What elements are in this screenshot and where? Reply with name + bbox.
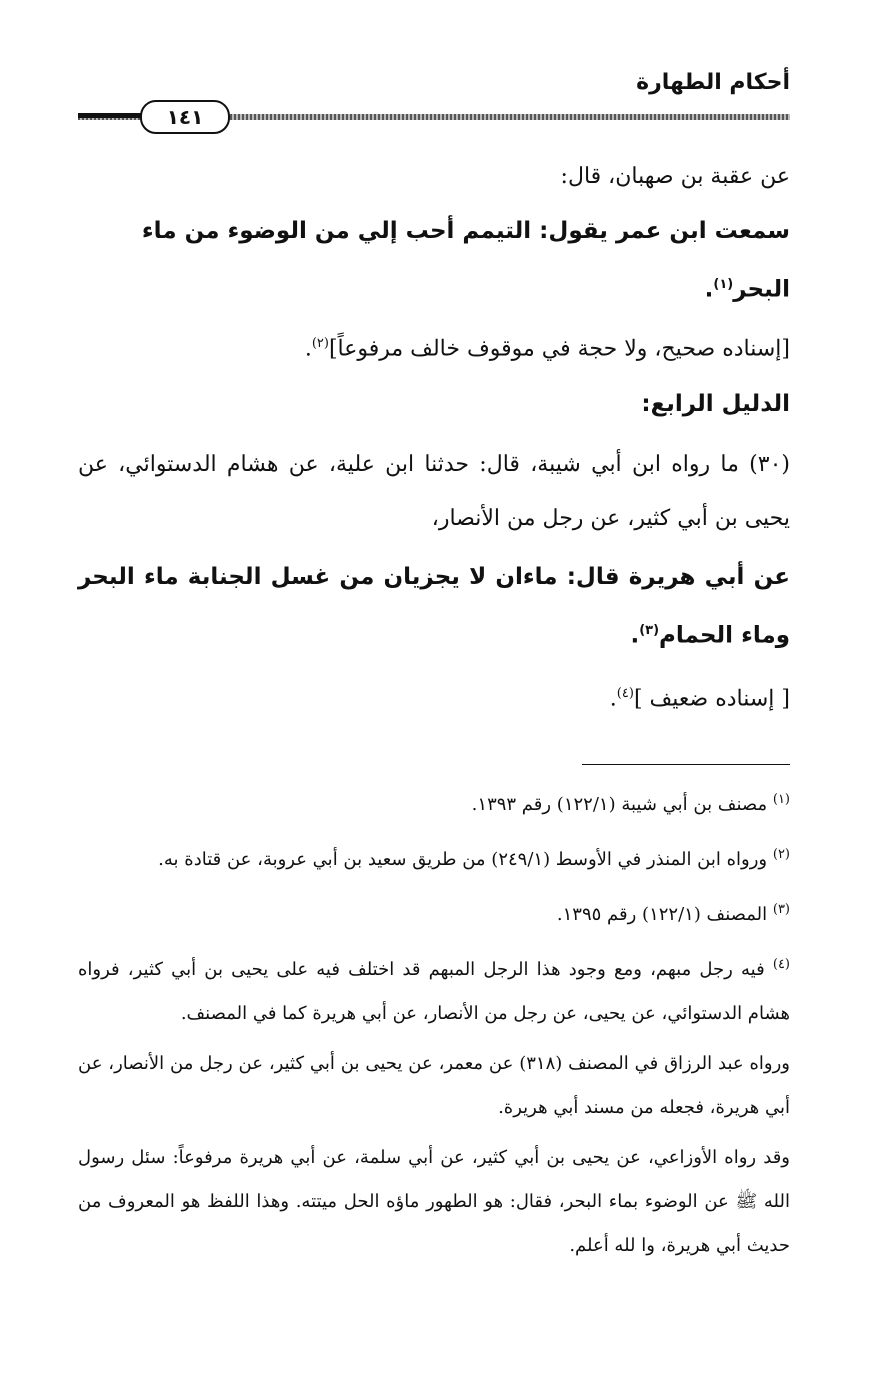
footnote-text: المصنف (١٢٢/١) رقم ١٣٩٥. xyxy=(556,904,768,925)
footnote-ref: (٣) xyxy=(639,622,660,638)
page-number: ١٤١ xyxy=(140,100,230,134)
paragraph-end: . xyxy=(609,685,617,711)
footnote xyxy=(78,778,790,827)
paragraph-text: عن عقبة بن صهبان، قال: xyxy=(560,164,790,189)
running-title: أحكام الطهارة xyxy=(636,70,790,95)
footnote xyxy=(78,888,790,937)
paragraph xyxy=(78,150,790,204)
paragraph-text: [إسناده صحيح، ولا حجة في موقوف خالف مرفوعاً] xyxy=(328,335,790,361)
footnote-text: مصنف بن أبي شيبة (١٢٢/١) رقم ١٣٩٣. xyxy=(471,794,768,815)
footnotes xyxy=(78,778,790,1274)
paragraph xyxy=(78,438,790,546)
paragraph-text: عن أبي هريرة قال: ماءان لا يجزيان من غسل الجنابة ماء البحر وماء الحمام xyxy=(78,563,790,649)
paragraph xyxy=(78,204,790,317)
paragraph-end: . xyxy=(704,276,714,303)
paragraph-text: سمعت ابن عمر يقول: التيمم أحب إلي من الوضوء من ماء البحر xyxy=(141,218,790,303)
footnote-text: ورواه ابن المنذر في الأوسط (٢٤٩/١) من طريق سعيد بن أبي عروبة، عن قتادة به. xyxy=(158,849,768,870)
paragraph-text: (٣٠) ما رواه ابن أبي شيبة، قال: حدثنا ابن علية، عن هشام الدستوائي، عن يحيى بن أبي كثير، عن رجل من الأنصار، xyxy=(78,451,790,531)
paragraph-end: . xyxy=(630,622,640,649)
paragraph xyxy=(78,667,790,726)
footnote-ref: (١) xyxy=(713,277,734,292)
paragraph-text: [ إسناده ضعيف ] xyxy=(633,685,790,711)
footnote-text: وقد رواه الأوزاعي، عن يحيى بن أبي كثير، عن أبي سلمة، عن أبي هريرة مرفوعاً: سئل رسول الله ﷺ عن الوضوء بماء البحر، فقال: هو الطهور ماؤه الحل ميتته. وهذا اللفظ هو المعروف من حديث أبي هريرة، وا لله أعلم. xyxy=(78,1147,790,1256)
footnote-number: (٢) xyxy=(772,847,790,862)
header-rule-solid xyxy=(78,113,148,118)
footnote-ref: (٢) xyxy=(311,335,329,351)
footnote-number: (١) xyxy=(772,792,790,807)
footnote-text: ورواه عبد الرزاق في المصنف (٣١٨) عن معمر، عن يحيى بن أبي كثير، عن رجل من الأنصار، عن أبي هريرة، فجعله من مسند أبي هريرة. xyxy=(78,1053,790,1118)
paragraph-end: . xyxy=(304,335,312,361)
footnote xyxy=(78,943,790,1036)
footnote-number: (٣) xyxy=(772,902,790,917)
footnote-ref: (٤) xyxy=(616,685,634,701)
section-heading: الدليل الرابع: xyxy=(641,390,790,417)
footnote xyxy=(78,833,790,882)
paragraph xyxy=(78,317,790,376)
footnote-continuation xyxy=(78,1136,790,1268)
main-text xyxy=(78,150,790,726)
footnote-continuation xyxy=(78,1042,790,1130)
footnote-text: فيه رجل مبهم، ومع وجود هذا الرجل المبهم قد اختلف فيه على يحيى بن أبي كثير، فرواه هشام الدستوائي، عن يحيى، عن رجل من الأنصار، عن أبي هريرة كما في المصنف. xyxy=(78,959,790,1024)
footnote-number: (٤) xyxy=(772,957,790,972)
paragraph xyxy=(78,550,790,663)
footnote-separator xyxy=(582,764,790,765)
page-header xyxy=(78,62,790,132)
